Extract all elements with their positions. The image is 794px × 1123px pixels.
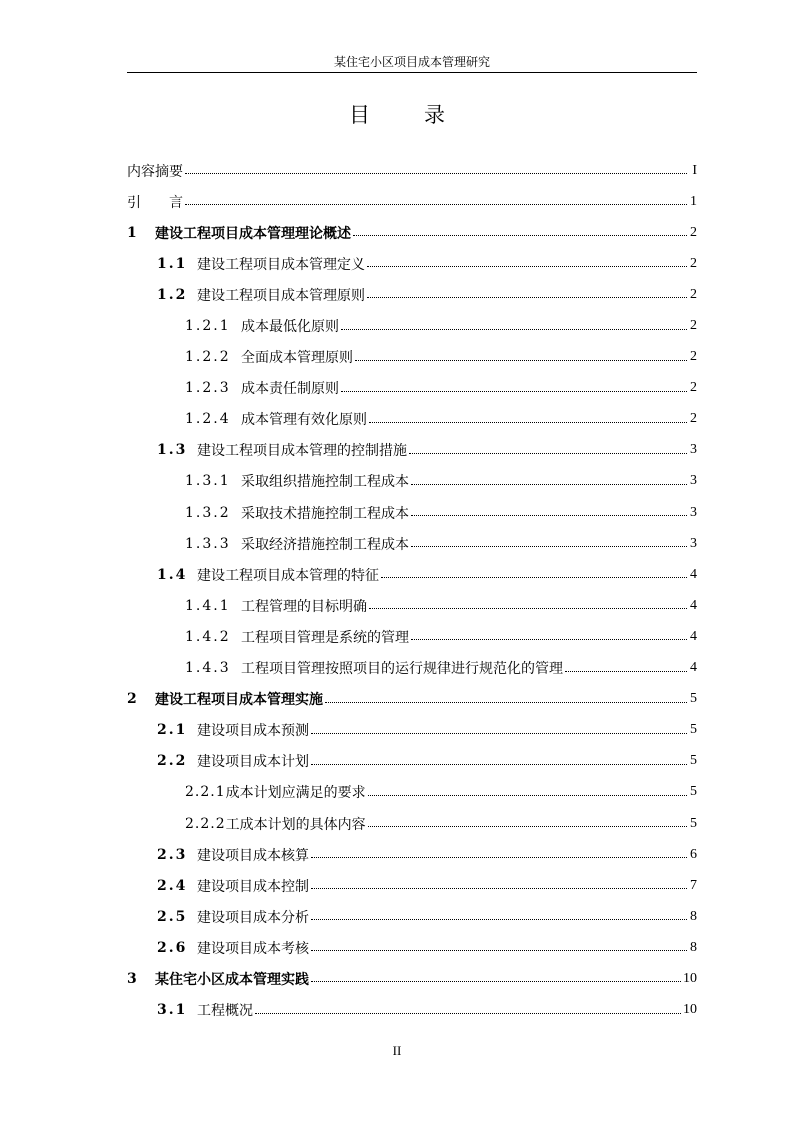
toc-entry-number: 1.3.3 xyxy=(185,535,231,552)
dot-leader xyxy=(411,484,687,485)
toc-entry-page: 2 xyxy=(690,318,697,334)
toc-entry[interactable] xyxy=(127,932,697,963)
toc-entry[interactable] xyxy=(127,404,697,435)
toc-entry-title: 内容摘要 xyxy=(127,163,183,180)
toc-entry-page: 3 xyxy=(690,535,697,551)
toc-entry[interactable] xyxy=(127,248,697,279)
dot-leader xyxy=(311,919,687,920)
header-rule xyxy=(127,72,697,73)
toc-entry-page: 4 xyxy=(690,597,697,613)
toc-entry-page: 4 xyxy=(690,628,697,644)
dot-leader xyxy=(411,515,687,516)
toc-entry-number: 2.2.1 xyxy=(185,784,226,801)
toc-entry[interactable] xyxy=(127,777,697,808)
toc-entry-title: 采取技术措施控制工程成本 xyxy=(241,505,409,522)
page-title: 目录 xyxy=(349,103,499,127)
dot-leader xyxy=(369,608,687,609)
toc-entry-page: I xyxy=(692,162,697,178)
toc-entry-page: 5 xyxy=(690,691,697,707)
toc-entry-number: 1.2 xyxy=(157,286,188,303)
toc-entry[interactable] xyxy=(127,373,697,404)
toc-entry-page: 8 xyxy=(690,908,697,924)
toc-entry-title: 工程项目管理是系统的管理 xyxy=(241,629,409,646)
toc-entry-title: 建设工程项目成本管理实施 xyxy=(155,692,323,709)
toc-entry-page: 2 xyxy=(690,349,697,365)
toc-entry-number: 1.1 xyxy=(157,255,188,272)
toc-entry-title: 采取组织措施控制工程成本 xyxy=(241,474,409,491)
toc-entry-number: 3 xyxy=(127,970,137,987)
toc-entry-number: 2.2.2 xyxy=(185,815,226,832)
dot-leader xyxy=(411,639,687,640)
toc-entry-title: 采取经济措施控制工程成本 xyxy=(241,536,409,553)
toc-entry-page: 7 xyxy=(690,877,697,893)
toc-entry-number: 1.3 xyxy=(157,442,188,459)
toc-entry-number: 2 xyxy=(127,691,137,708)
toc-entry-page: 2 xyxy=(690,255,697,271)
toc-entry[interactable] xyxy=(127,684,697,715)
toc-entry[interactable] xyxy=(127,466,697,497)
toc-entry-page: 8 xyxy=(690,939,697,955)
toc-entry-number: 2.6 xyxy=(157,939,188,956)
toc-entry[interactable] xyxy=(127,186,697,217)
toc-entry[interactable] xyxy=(127,808,697,839)
toc-entry-title: 成本责任制原则 xyxy=(241,381,339,398)
toc-entry-number: 1.2.4 xyxy=(185,411,231,428)
toc-entry-page: 5 xyxy=(690,815,697,831)
toc-entry-title: 成本最低化原则 xyxy=(241,319,339,336)
toc-entry[interactable] xyxy=(127,715,697,746)
toc-entry[interactable] xyxy=(127,590,697,621)
toc-entry-page: 2 xyxy=(690,380,697,396)
toc-entry-title: 建设工程项目成本管理定义 xyxy=(197,256,365,273)
toc-entry-number: 2.2 xyxy=(157,753,188,770)
running-header: 某住宅小区项目成本管理研究 xyxy=(333,55,490,69)
toc-entry-number: 1.4.1 xyxy=(185,597,231,614)
toc-entry-number: 1.2.3 xyxy=(185,380,231,397)
toc-entry-title: 全面成本管理原则 xyxy=(241,350,353,367)
toc-entry-title: 建设项目成本分析 xyxy=(197,909,309,926)
toc-entry-number: 1.3.2 xyxy=(185,504,231,521)
toc-entry-number: 1.2.2 xyxy=(185,349,231,366)
dot-leader xyxy=(311,733,687,734)
toc-entry-page: 3 xyxy=(690,442,697,458)
toc-entry-title: 建设工程项目成本管理的控制措施 xyxy=(197,443,407,460)
toc-entry-title: 建设项目成本核算 xyxy=(197,847,309,864)
toc-entry-number: 2.3 xyxy=(157,846,188,863)
toc-entry[interactable] xyxy=(127,217,697,248)
dot-leader xyxy=(341,391,687,392)
toc-entry-title: 成本管理有效化原则 xyxy=(241,412,367,429)
toc-entry-number: 2.4 xyxy=(157,877,188,894)
toc-entry-title: 建设项目成本控制 xyxy=(197,878,309,895)
dot-leader xyxy=(341,329,687,330)
toc-entry-title: 建设工程项目成本管理原则 xyxy=(197,287,365,304)
toc-entry-title: 建设项目成本计划 xyxy=(197,754,309,771)
dot-leader xyxy=(355,360,687,361)
toc-entry-title: 建设项目成本考核 xyxy=(197,940,309,957)
toc-entry[interactable] xyxy=(127,995,697,1026)
toc-entry-title: 建设工程项目成本管理理论概述 xyxy=(155,225,351,242)
dot-leader xyxy=(311,764,687,765)
dot-leader xyxy=(368,795,687,796)
toc-entry-number: 2.1 xyxy=(157,722,188,739)
dot-leader xyxy=(353,235,687,236)
dot-leader xyxy=(369,422,687,423)
toc-entry[interactable] xyxy=(127,279,697,310)
toc-entry-page: 3 xyxy=(690,504,697,520)
toc-entry-page: 10 xyxy=(683,970,697,986)
dot-leader xyxy=(368,826,687,827)
toc-entry-page: 4 xyxy=(690,566,697,582)
dot-leader xyxy=(185,173,687,174)
table-of-contents xyxy=(127,155,697,1026)
toc-entry-number: 1.4.3 xyxy=(185,660,231,677)
toc-entry-page: 5 xyxy=(690,753,697,769)
dot-leader xyxy=(381,577,687,578)
toc-entry-number: 1.4 xyxy=(157,566,188,583)
toc-entry-number: 1 xyxy=(127,224,137,241)
dot-leader xyxy=(411,546,687,547)
toc-entry[interactable] xyxy=(127,559,697,590)
toc-entry[interactable] xyxy=(127,901,697,932)
toc-entry[interactable] xyxy=(127,528,697,559)
dot-leader xyxy=(367,297,687,298)
toc-entry-title: 某住宅小区成本管理实践 xyxy=(155,971,309,988)
dot-leader xyxy=(367,266,687,267)
dot-leader xyxy=(325,702,687,703)
toc-entry-page: 10 xyxy=(683,1002,697,1018)
toc-entry-title: 建设项目成本预测 xyxy=(197,723,309,740)
toc-entry-title: 成本计划应满足的要求 xyxy=(225,785,366,802)
toc-entry-title: 引 言 xyxy=(127,194,183,211)
dot-leader xyxy=(185,204,687,205)
toc-entry-page: 2 xyxy=(690,411,697,427)
toc-entry-page: 2 xyxy=(690,224,697,240)
toc-entry-title: 工程项目管理按照项目的运行规律进行规范化的管理 xyxy=(241,661,563,678)
dot-leader xyxy=(311,857,687,858)
toc-entry[interactable] xyxy=(127,963,697,994)
dot-leader xyxy=(565,671,687,672)
toc-entry[interactable] xyxy=(127,870,697,901)
toc-entry-page: 5 xyxy=(690,722,697,738)
dot-leader xyxy=(311,950,687,951)
toc-entry-page: 4 xyxy=(690,660,697,676)
dot-leader xyxy=(311,981,681,982)
dot-leader xyxy=(409,453,687,454)
toc-entry-number: 3.1 xyxy=(157,1002,188,1019)
toc-entry-page: 3 xyxy=(690,473,697,489)
toc-entry-title: 工成本计划的具体内容 xyxy=(225,816,366,833)
toc-entry-title: 工程管理的目标明确 xyxy=(241,598,367,615)
toc-entry[interactable] xyxy=(127,310,697,341)
toc-entry-number: 1.4.2 xyxy=(185,628,231,645)
toc-entry-number: 1.3.1 xyxy=(185,473,231,490)
toc-entry[interactable] xyxy=(127,342,697,373)
toc-entry-number: 2.5 xyxy=(157,908,188,925)
toc-entry-title: 建设工程项目成本管理的特征 xyxy=(197,567,379,584)
toc-entry[interactable] xyxy=(127,497,697,528)
toc-entry[interactable] xyxy=(127,435,697,466)
toc-entry-page: 6 xyxy=(690,846,697,862)
toc-entry-number: 1.2.1 xyxy=(185,318,231,335)
dot-leader xyxy=(311,888,687,889)
toc-entry[interactable] xyxy=(127,621,697,652)
toc-entry[interactable] xyxy=(127,839,697,870)
toc-entry[interactable] xyxy=(127,155,697,186)
page-number: II xyxy=(392,1043,402,1058)
toc-entry-page: 5 xyxy=(690,784,697,800)
toc-entry[interactable] xyxy=(127,746,697,777)
toc-entry-title: 工程概况 xyxy=(197,1003,253,1020)
toc-entry-page: 2 xyxy=(690,286,697,302)
toc-entry-page: 1 xyxy=(690,193,697,209)
toc-entry[interactable] xyxy=(127,653,697,684)
dot-leader xyxy=(255,1013,681,1014)
